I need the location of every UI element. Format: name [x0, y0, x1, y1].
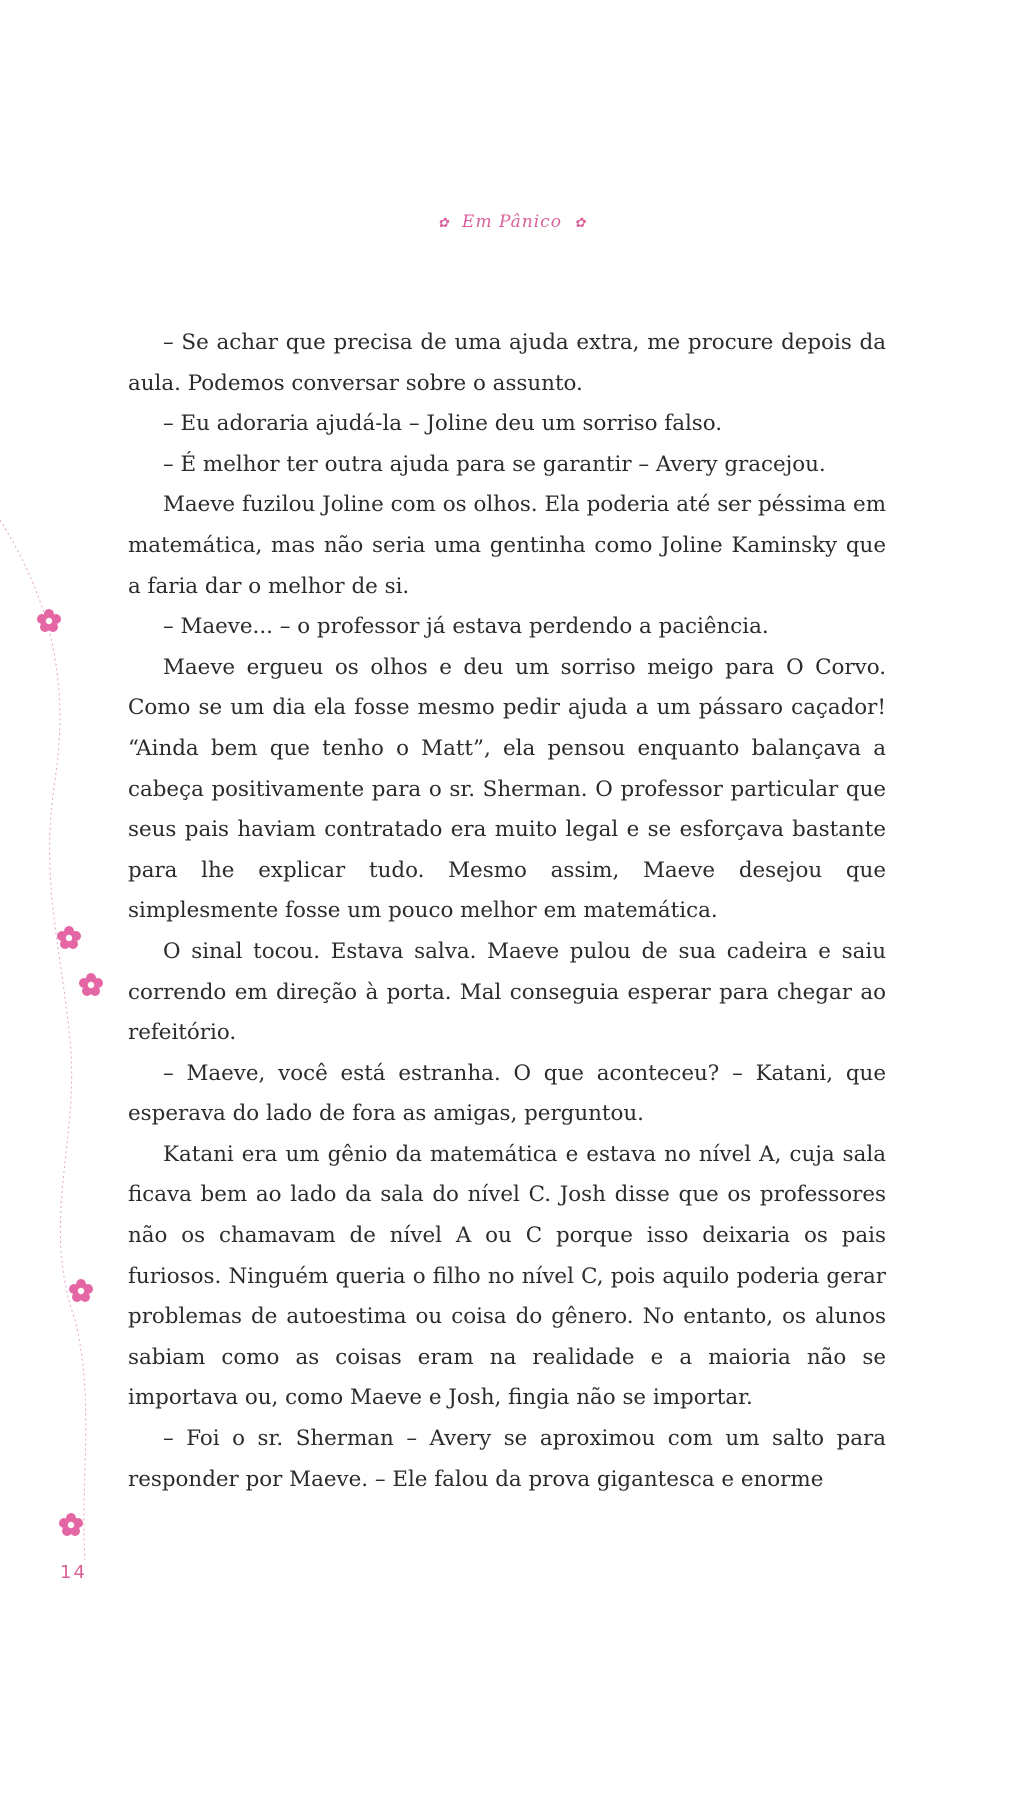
- paragraph: – Maeve... – o professor já estava perdendo a paciência.: [163, 614, 769, 640]
- paragraph: Maeve fuzilou Joline com os olhos. Ela poderia até ser péssima em matemática, mas não seria uma gentinha como Joline Kaminsky que a faria dar o melhor de si.: [128, 492, 886, 599]
- flower-ornament-left-icon: ✿: [437, 216, 450, 231]
- paragraph: – É melhor ter outra ajuda para se garantir – Avery gracejou.: [163, 451, 826, 477]
- paragraph: – Foi o sr. Sherman – Avery se aproximou com um salto para responder por Maeve. – Ele falou da prova gigantesca e enorme: [128, 1426, 886, 1492]
- paragraph: – Se achar que precisa de uma ajuda extra, me procure depois da aula. Podemos conversar sobre o assunto.: [128, 330, 886, 396]
- decorative-vine: [0, 520, 110, 1560]
- running-header: [0, 212, 1024, 232]
- flower-icon: [68, 1278, 94, 1304]
- flower-icon: [36, 608, 62, 634]
- page-number: 14: [60, 1562, 87, 1583]
- flower-icon: [78, 972, 104, 998]
- paragraph: O sinal tocou. Estava salva. Maeve pulou de sua cadeira e saiu correndo em direção à porta. Mal conseguia esperar para chegar ao refeitório.: [128, 938, 886, 1046]
- paragraph: Maeve ergueu os olhos e deu um sorriso meigo para O Corvo. Como se um dia ela fosse mesmo pedir ajuda a um pássaro caçador! “Ainda bem que tenho o Matt”, ela pensou enquanto balançava a cabeça positivamente para o sr. Sherman. O professor particular que seus pais haviam contratado era muito legal e se esforçava bastante para lhe explicar tudo. Mesmo assim, Maeve desejou que simplesmente fosse um pouco melhor em matemática.: [128, 654, 886, 924]
- body-text: [128, 323, 886, 1500]
- flower-icon: [58, 1512, 84, 1538]
- running-header-title: Em Pânico: [462, 212, 562, 232]
- paragraph: – Maeve, você está estranha. O que aconteceu? – Katani, que esperava do lado de fora as amigas, perguntou.: [128, 1060, 886, 1127]
- flower-ornament-right-icon: ✿: [574, 216, 587, 231]
- paragraph: – Eu adoraria ajudá-la – Joline deu um sorriso falso.: [163, 411, 723, 437]
- paragraph: Katani era um gênio da matemática e estava no nível A, cuja sala ficava bem ao lado da sala do nível C. Josh disse que os professores não os chamavam de nível A ou C porque isso deixaria os pais furiosos. Ninguém queria o filho no nível C, pois aquilo poderia gerar problemas de autoestima ou coisa do gênero. No entanto, os alunos sabiam como as coisas eram na realidade e a maioria não se importava ou, como Maeve e Josh, fingia não se importar.: [128, 1141, 886, 1411]
- flower-icon: [56, 925, 82, 951]
